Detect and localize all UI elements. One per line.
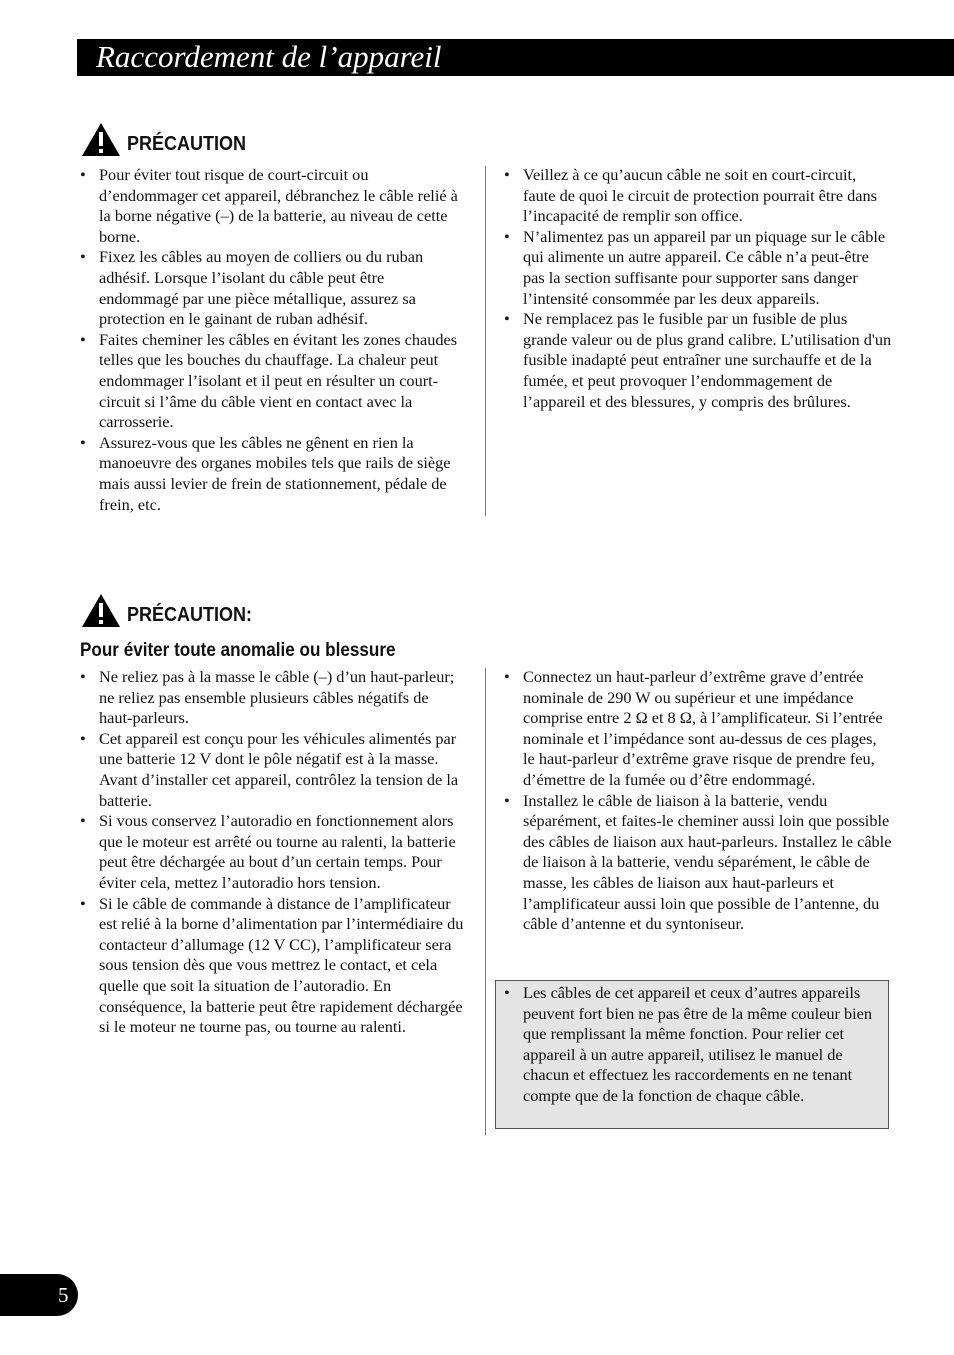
- column-divider: [485, 166, 486, 516]
- note-item: • Les câbles de cet appareil et ceux d’autres appareils peuvent fort bien ne pas être de la même couleur bien que remplissant la même fonction. Pour relier cet appareil à un autre appareil, utilisez le manuel de chacun et effectuez les raccordements en ne tenant compte que de la fonction de chaque câble.: [504, 983, 874, 1107]
- list-item: • Si le câble de commande à distance de l’amplificateur est relié à la borne d’alimentation par l’intermédiaire du contacteur d’allumage (12 V CC), l’amplificateur sera sous tension dès que vous mettrez le contact, et cela quelle que soit la situation de l’autoradio. En conséquence, la batterie peut être rapidement déchargée si le moteur ne tourne pas, ou tourne au ralenti.: [80, 894, 466, 1038]
- page-number-tab: [0, 1274, 78, 1316]
- note-box: [495, 980, 889, 1129]
- list-item: • Fixez les câbles au moyen de colliers ou du ruban adhésif. Lorsque l’isolant du câble peut être endommagé par une pièce métallique, assurez sa protection en le gainant de ruban adhésif.: [80, 247, 466, 329]
- list-item: • Assurez-vous que les câbles ne gênent en rien la manoeuvre des organes mobiles tels que rails de siège mais aussi levier de frein de stationnement, pédale de frein, etc.: [80, 433, 466, 515]
- caution-label-1: PRÉCAUTION: [127, 133, 247, 155]
- warning-icon: [81, 122, 121, 157]
- list-item: • Veillez à ce qu’aucun câble ne soit en court-circuit, faute de quoi le circuit de protection pourrait être dans l’incapacité de remplir son office.: [504, 165, 892, 227]
- precaution-list-left-2: [80, 667, 466, 1038]
- list-item: • Faites cheminer les câbles en évitant les zones chaudes telles que les bouches du chauffage. La chaleur peut endommager l’isolant et il peut en résulter un court-circuit si l’âme du câble vient en contact avec la carrosserie.: [80, 330, 466, 433]
- note-list: [504, 983, 874, 1107]
- list-item: • Installez le câble de liaison à la batterie, vendu séparément, et faites-le cheminer aussi loin que possible des câbles de liaison aux haut-parleurs. Installez le câble de liaison à la batterie, vendu séparément, le câble de masse, les câbles de liaison aux haut-parleurs et l’amplificateur aussi loin que possible de l’antenne, du câble d’antenne et du syntoniseur.: [504, 791, 892, 935]
- page-title: Raccordement de l’appareil: [96, 39, 442, 74]
- caution-heading-1: [81, 122, 259, 157]
- section-subtitle: Pour éviter toute anomalie ou blessure: [80, 640, 396, 661]
- precaution-list-left-1: [80, 165, 466, 515]
- list-item: • Ne reliez pas à la masse le câble (–) d’un haut-parleur; ne reliez pas ensemble plusieurs câbles négatifs de haut-parleurs.: [80, 667, 466, 729]
- list-item: • Cet appareil est conçu pour les véhicules alimentés par une batterie 12 V dont le pôle négatif est à la masse. Avant d’installer cet appareil, contrôlez la tension de la batterie.: [80, 729, 466, 811]
- list-item: • Si vous conservez l’autoradio en fonctionnement alors que le moteur est arrêté ou tourne au ralenti, la batterie peut être déchargée au bout d’un certain temps. Pour éviter cela, mettez l’autoradio hors tension.: [80, 811, 466, 893]
- list-item: • N’alimentez pas un appareil par un piquage sur le câble qui alimente un autre appareil. Ce câble n’a peut-être pas la section suffisante pour supporter sans danger l’intensité consommée par les deux appareils.: [504, 227, 892, 309]
- page-header-bar: [77, 39, 954, 76]
- caution-heading-2: [81, 593, 266, 628]
- precaution-list-right-1: [504, 165, 892, 412]
- warning-icon: [81, 593, 121, 628]
- caution-label-2: PRÉCAUTION:: [127, 604, 253, 626]
- page-number: 5: [58, 1283, 69, 1307]
- list-item: • Pour éviter tout risque de court-circuit ou d’endommager cet appareil, débranchez le câble relié à la borne négative (–) de la batterie, au niveau de cette borne.: [80, 165, 466, 247]
- list-item: • Connectez un haut-parleur d’extrême grave d’entrée nominale de 290 W ou supérieur et une impédance comprise entre 2 Ω et 8 Ω, à l’amplificateur. Si l’entrée nominale et l’impédance sont au-dessus de ces plages, le haut-parleur d’extrême grave risque de prendre feu, d’émettre de la fumée ou d’être endommagé.: [504, 667, 892, 791]
- list-item: • Ne remplacez pas le fusible par un fusible de plus grande valeur ou de plus grand calibre. L’utilisation d'un fusible inadapté peut entraîner une surchauffe et de la fumée, et peut provoquer l’endommagement de l’appareil et des blessures, y compris des brûlures.: [504, 309, 892, 412]
- precaution-list-right-2: [504, 667, 892, 935]
- column-divider: [485, 668, 486, 1135]
